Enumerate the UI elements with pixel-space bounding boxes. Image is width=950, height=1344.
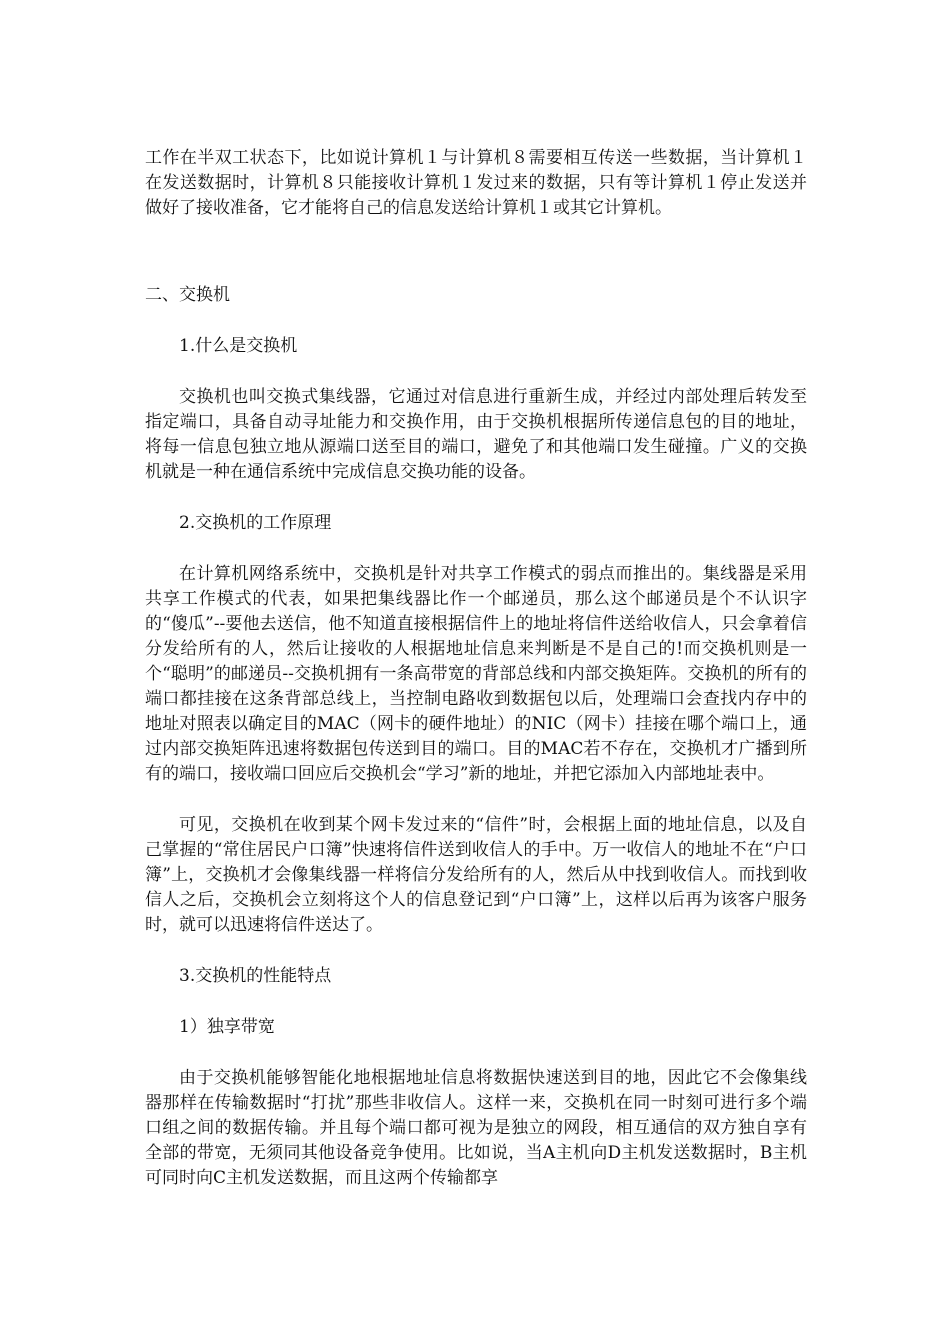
paragraph-what-is-switch: 交换机也叫交换式集线器，它通过对信息进行重新生成，并经过内部处理后转发至指定端口，具备自动寻址能力和交换作用，由于交换机根据所传递信息包的目的地址，将每一信息包独立地从源端口送至目的端口，避免了和其他端口发生碰撞。广义的交换机就是一种在通信系统中完成信息交换功能的设备。	[145, 387, 807, 482]
subsection-heading-3: 3.交换机的性能特点	[179, 966, 332, 986]
spacer	[145, 359, 807, 385]
spacer	[145, 989, 807, 1015]
paragraph-intro: 工作在半双工状态下，比如说计算机１与计算机８需要相互传送一些数据，当计算机１在发送数据时，计算机８只能接收计算机１发过来的数据，只有等计算机１停止发送并做好了接收准备，它才能将自己的信息发送给计算机１或其它计算机。	[145, 148, 807, 218]
subsection-heading-2: 2.交换机的工作原理	[179, 513, 332, 533]
spacer	[145, 485, 807, 511]
paragraph-address-book: 可见，交换机在收到某个网卡发过来的“信件”时，会根据上面的地址信息，以及自己掌握的“常住居民户口簿”快速将信件送到收信人的手中。万一收信人的地址不在“户口簿”上，交换机才会像集线器一样将信分发给所有的人，然后从中找到收信人。而找到收信人之后，交换机会立刻将这个人的信息登记到“户口簿”上，这样以后再为该客户服务时，就可以迅速将信件送达了。	[145, 815, 807, 935]
spacer	[145, 308, 807, 334]
document-body	[145, 146, 807, 1191]
paragraph-working-principle: 在计算机网络系统中，交换机是针对共享工作模式的弱点而推出的。集线器是采用共享工作模式的代表，如果把集线器比作一个邮递员，那么这个邮递员是个不认识字的“傻瓜”--要他去送信，他不知道直接根据信件上的地址将信件送给收信人，只会拿着信分发给所有的人，然后让接收的人根据地址信息来判断是不是自己的!而交换机则是一个“聪明”的邮递员--交换机拥有一条高带宽的背部总线和内部交换矩阵。交换机的所有的端口都挂接在这条背部总线上，当控制电路收到数据包以后，处理端口会查找内存中的地址对照表以确定目的MAC（网卡的硬件地址）的NIC（网卡）挂接在哪个端口上，通过内部交换矩阵迅速将数据包传送到目的端口。目的MAC若不存在，交换机才广播到所有的端口，接收端口回应后交换机会“学习”新的地址，并把它添加入内部地址表中。	[145, 564, 807, 784]
spacer	[145, 536, 807, 562]
paragraph-exclusive-bandwidth: 由于交换机能够智能化地根据地址信息将数据快速送到目的地，因此它不会像集线器那样在传输数据时“打扰”那些非收信人。这样一来，交换机在同一时刻可进行多个端口组之间的数据传输。并且每个端口都可视为是独立的网段，相互通信的双方独自享有全部的带宽，无须同其他设备竞争使用。比如说，当A主机向D主机发送数据时，B主机可同时向C主机发送数据，而且这两个传输都享	[145, 1068, 807, 1188]
spacer	[145, 221, 807, 283]
spacer	[145, 787, 807, 813]
spacer	[145, 938, 807, 964]
item-heading-1: 1）独享带宽	[179, 1017, 275, 1037]
spacer	[145, 1040, 807, 1066]
section-heading: 二、交换机	[145, 285, 230, 305]
subsection-heading-1: 1.什么是交换机	[179, 336, 298, 356]
